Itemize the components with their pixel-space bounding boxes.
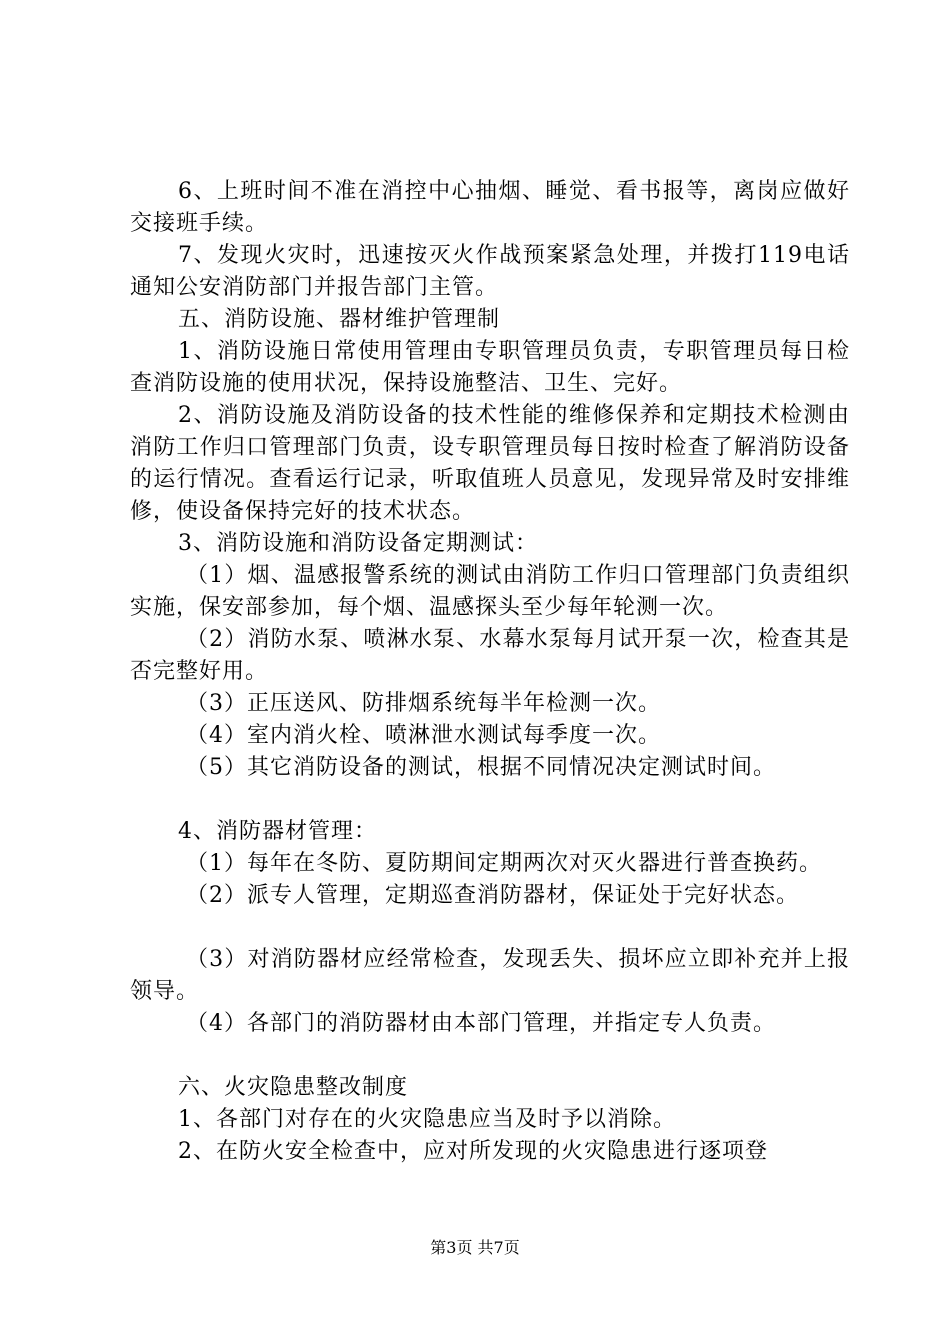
- paragraph-5-2: 2、消防设施及消防设备的技术性能的维修保养和定期技术检测由消防工作归口管理部门负责，设专职管理员每日按时检查了解消防设备的运行情况。查看运行记录，听取值班人员意见，发现异常及时安排维修，使设备保持完好的技术状态。: [130, 403, 850, 524]
- blank-line: [130, 784, 850, 816]
- paragraph-5-4-2: （2）派专人管理，定期巡查消防器材，保证处于完好状态。: [186, 883, 799, 908]
- blank-line: [130, 912, 850, 944]
- paragraph-5-3-2: （2）消防水泵、喷淋水泵、水幕水泵每月试开泵一次，检查其是否完整好用。: [130, 627, 850, 684]
- paragraph-6-2: 2、在防火安全检查中，应对所发现的火灾隐患进行逐项登: [178, 1139, 768, 1164]
- section-heading-6: 六、火灾隐患整改制度: [178, 1075, 409, 1100]
- paragraph-5-3-5: （5）其它消防设备的测试，根据不同情况决定测试时间。: [186, 755, 776, 780]
- section-heading-5: 五、消防设施、器材维护管理制: [178, 307, 501, 332]
- paragraph-5-3-1: （1）烟、温感报警系统的测试由消防工作归口管理部门负责组织实施，保安部参加，每个烟、温感探头至少每年轮测一次。: [130, 563, 850, 620]
- page-footer: [0, 1238, 950, 1258]
- document-body: [130, 176, 850, 1168]
- page-number-label: 第3页 共7页: [430, 1238, 520, 1257]
- paragraph-5-3-3: （3）正压送风、防排烟系统每半年检测一次。: [186, 691, 661, 716]
- paragraph-5-3: 3、消防设施和消防设备定期测试：: [178, 531, 538, 556]
- blank-line: [130, 1040, 850, 1072]
- paragraph-5-4: 4、消防器材管理：: [178, 819, 377, 844]
- paragraph-5-4-1: （1）每年在冬防、夏防期间定期两次对灭火器进行普查换药。: [186, 851, 822, 876]
- paragraph-5-1: 1、消防设施日常使用管理由专职管理员负责，专职管理员每日检查消防设施的使用状况，保持设施整洁、卫生、完好。: [130, 339, 850, 396]
- paragraph-5-3-4: （4）室内消火栓、喷淋泄水测试每季度一次。: [186, 723, 661, 748]
- paragraph-5-4-4: （4）各部门的消防器材由本部门管理，并指定专人负责。: [186, 1011, 776, 1036]
- paragraph-5-4-3: （3）对消防器材应经常检查，发现丢失、损坏应立即补充并上报领导。: [130, 947, 850, 1004]
- paragraph-rule-6: 6、上班时间不准在消控中心抽烟、睡觉、看书报等，离岗应做好交接班手续。: [130, 179, 850, 236]
- paragraph-rule-7: 7、发现火灾时，迅速按灭火作战预案紧急处理，并拨打119电话通知公安消防部门并报告部门主管。: [130, 243, 850, 300]
- paragraph-6-1: 1、各部门对存在的火灾隐患应当及时予以消除。: [178, 1107, 676, 1132]
